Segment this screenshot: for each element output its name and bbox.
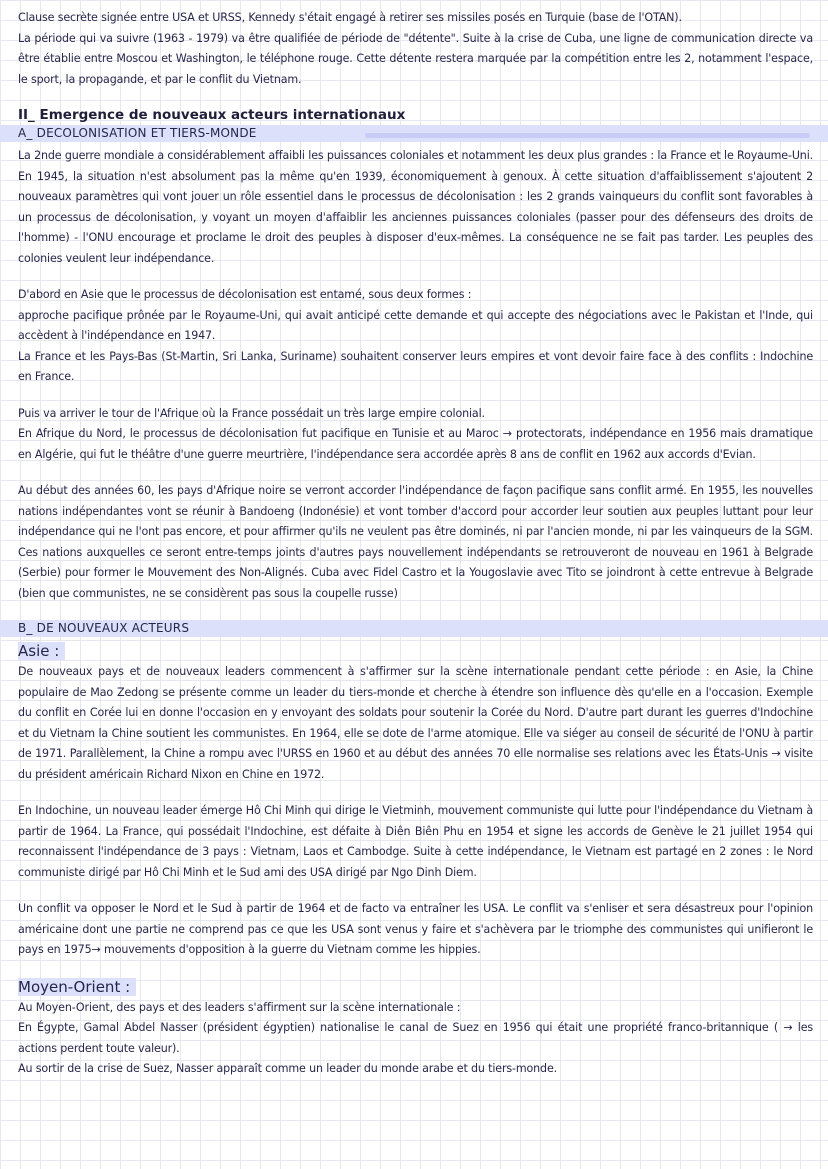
asia-france-netherlands: La France et les Pays-Bas (St-Martin, Sri Lanka, Suriname) souhaitent conserver leurs empires et vont devoir faire face à des conflits : Indochine en France. [18, 349, 813, 383]
vietnam-war-paragraph: Un conflit va opposer le Nord et le Sud à partir de 1964 et de facto va entraîner les USA. Le conflit va s'enliser et sera désastreux pour l'opinion américaine dont une partie ne comprend pas ce que les USA sont venus y faire et s'achèvera par le triomphe des communistes qui unifieront le pays en 1975→ mouvements d'opposition à la guerre du Vietnam comme les hippies. [18, 902, 813, 956]
subsection-b-title: B_ DE NOUVEAUX ACTEURS [18, 620, 813, 637]
africa-north: En Afrique du Nord, le processus de décolonisation fut pacifique en Tunisie et au Maroc → protectorats, indépendance en 1956 mais dramatique en Algérie, qui fut le théâtre d'une guerre meurtrière, l'indépendance sera accordée après 8 ans de conflit en 1962 aux accords d'Evian. [18, 427, 813, 461]
asie-china-paragraph: De nouveaux pays et de nouveaux leaders commencent à s'affirmer sur la scène internationale pendant cette période : en Asie, la Chine populaire de Mao Zedong se présente comme un leader du tiers-monde et cherche à étendre son influence dès qu'elle en a l'occasion. Exemple du conflit en Corée lui en donne l'occasion en y envoyant des soldats pour soutenir la Corée du Nord. D'autre part durant les guerres d'Indochine et du Vietnam la Chine soutient les communistes. En 1964, elle se dote de l'arme atomique. Elle va siéger au conseil de sécurité de l'ONU à partir de 1971. Parallèlement, la Chine a rompu avec l'URSS en 1960 et au début des années 70 elle normalise ses relations avec les États-Unis → visite du président américain Richard Nixon en Chine en 1972. [18, 665, 813, 781]
asia-intro: D'abord en Asie que le processus de décolonisation est entamé, sous deux formes : [18, 288, 472, 301]
asie-heading: Asie : [18, 642, 65, 660]
decolonisation-paragraph-1: La 2nde guerre mondiale a considérablement affaibli les puissances coloniales et notamment les deux plus grandes : la France et le Royaume-Uni. En 1945, la situation n'est absolument pas la même qu'en 1939, économiquement à genoux. À cette situation d'affaiblissement s'ajoutent 2 nouveaux paramètres qui vont jouer un rôle essentiel dans le processus de décolonisation : les 2 grands vainqueurs du conflit sont favorables à un processus de décolonisation, y voyant un moyen d'affaiblir les anciennes puissances coloniales (passer pour des défenseurs des droits de l'homme) - l'ONU encourage et proclame le droit des peuples à disposer d'eux-mêmes. La conséquence ne se fait pas tarder. Les peuples des colonies veulent leur indépendance. [18, 149, 813, 265]
egypt-nasser: En Égypte, Gamal Abdel Nasser (président égyptien) nationalise le canal de Suez en 1956 qui était une propriété franco-britannique ( → les actions perdent toute valeur). [18, 1021, 813, 1055]
africa-black-bandoeng: Au début des années 60, les pays d'Afrique noire se verront accorder l'indépendance de façon pacifique sans conflit armé. En 1955, les nouvelles nations indépendantes vont se réunir à Bandoeng (Indonésie) et vont tomber d'accord pour accorder leur soutien aux peuples luttant pour leur indépendance qui ne l'ont pas encore, et pour affirmer qu'ils ne veulent pas être dominés, ni par l'ancien monde, ni par les vainqueurs de la SGM. Ces nations auxquelles ce seront entre-temps joints d'autres pays nouvellement indépendants se retrouveront de nouveau en 1961 à Belgrade (Serbie) pour former le Mouvement des Non-Alignés. Cuba avec Fidel Castro et la Yougoslavie avec Tito se joindront à cette entrevue à Belgrade (bien que communistes, ne se considèrent pas sous la coupelle russe) [18, 484, 813, 600]
africa-intro: Puis va arriver le tour de l'Afrique où la France possédait un très large empire colonial. [18, 406, 485, 420]
intro-paragraph-1: Clause secrète signée entre USA et URSS, Kennedy s'était engagé à retirer ses missiles posés en Turquie (base de l'OTAN). [18, 11, 682, 24]
indochina-paragraph: En Indochine, un nouveau leader émerge Hô Chi Minh qui dirige le Vietminh, mouvement communiste qui lutte pour l'indépendance du Vietnam à partir de 1964. La France, qui possédait l'Indochine, est défaite à Diên Biên Phu en 1954 et signe les accords de Genève le 21 juillet 1954 qui reconnaissent l'indépendance de 3 pays : Vietnam, Laos et Cambodge. Suite à cette indépendance, le Vietnam est partagé en 2 zones : le Nord communiste dirigé par Hô Chi Minh et le Sud ami des USA dirigé par Ngo Dinh Diem. [18, 804, 813, 879]
moyen-orient-heading: Moyen-Orient : [18, 978, 136, 996]
subsection-a-title: A_ DECOLONISATION ET TIERS-MONDE [18, 125, 813, 142]
asia-uk-approach: approche pacifique prônée par le Royaume-Uni, qui avait anticipé cette demande et qui accepte des négociations avec le Pakistan et l'Inde, qui accèdent à l'indépendance en 1947. [18, 308, 813, 342]
section-title: II_ Emergence de nouveaux acteurs internationaux [18, 107, 406, 123]
intro-paragraph-2: La période qui va suivre (1963 - 1979) va être qualifiée de période de "détente". Suite à la crise de Cuba, une ligne de communication directe va être établie entre Moscou et Washington, le téléphone rouge. Cette détente restera marquée par la compétition entre les 2, notamment l'espace, le sport, la propagande, et par le conflit du Vietnam. [18, 31, 813, 86]
notes-page [18, 8, 813, 1080]
middle-east-intro: Au Moyen-Orient, des pays et des leaders s'affirment sur la scène internationale : [18, 1000, 461, 1014]
suez-aftermath: Au sortir de la crise de Suez, Nasser apparaît comme un leader du monde arabe et du tiers-monde. [18, 1062, 557, 1075]
